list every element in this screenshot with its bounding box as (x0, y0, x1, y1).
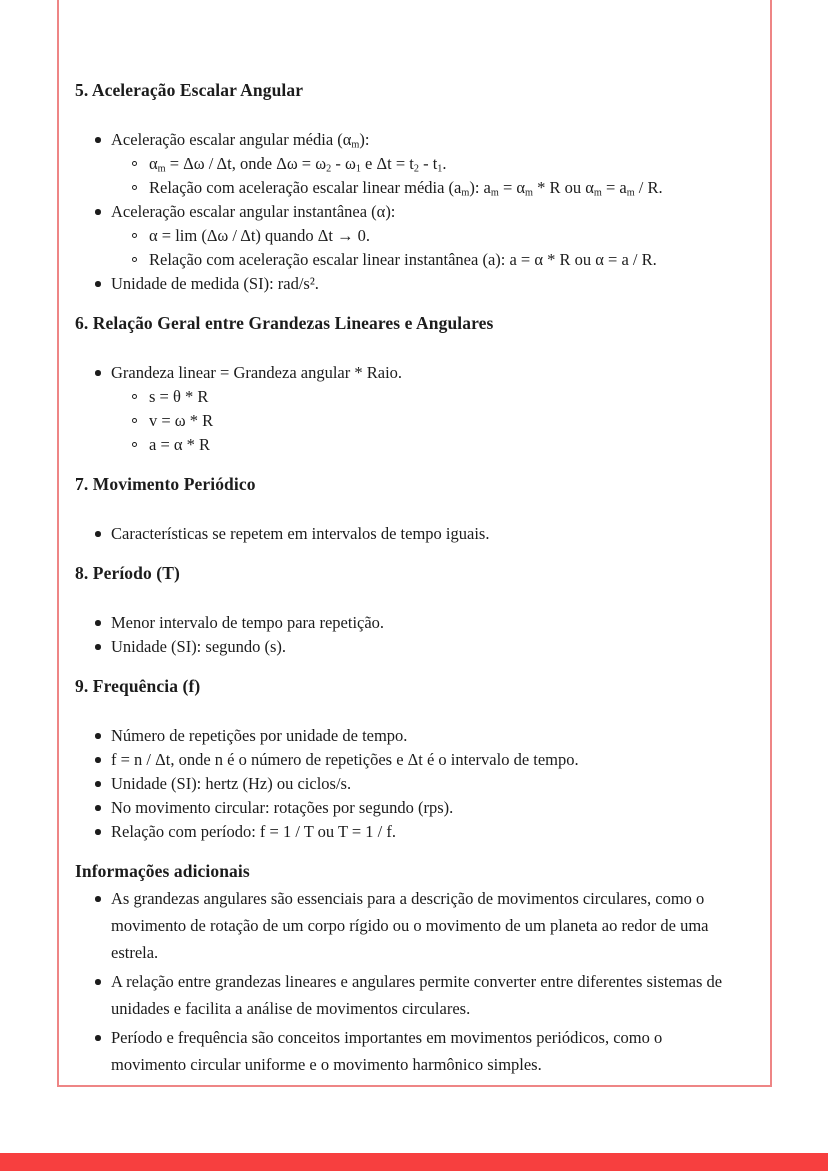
list-item-text: Características se repetem em intervalos de tempo iguais. (111, 524, 490, 543)
sub-list-item (149, 248, 740, 272)
bullet-circle-icon (132, 418, 137, 423)
sub-list-item (149, 224, 740, 248)
section-heading: 6. Relação Geral entre Grandezas Lineares e Angulares (75, 313, 494, 333)
sub-bullet-list (111, 152, 740, 200)
section-heading: 8. Período (T) (75, 563, 180, 583)
list-item-text: Aceleração escalar angular média $(\alpha_m)$: (111, 130, 370, 151)
list-item (111, 724, 740, 748)
list-item-text: No movimento circular: rotações por segundo (rps). (111, 798, 454, 817)
bullet-dot-icon (95, 281, 101, 287)
list-item-text: As grandezas angulares são essenciais para a descrição de movimentos circulares, como o movimento de rotação de um corpo rígido ou o movimento de um planeta ao redor de uma estrela. (111, 889, 709, 962)
sub-bullet-list (111, 385, 740, 457)
bullet-list (75, 128, 740, 296)
content-border-box (57, 0, 772, 1087)
sub-list-item (149, 152, 740, 176)
bullet-circle-icon (132, 185, 137, 190)
list-item-text: A relação entre grandezas lineares e angulares permite converter entre diferentes sistemas de unidades e facilita a análise de movimentos circulares. (111, 972, 723, 1018)
bullet-dot-icon (95, 829, 101, 835)
bullet-list (75, 522, 740, 546)
section-heading: 5. Aceleração Escalar Angular (75, 80, 304, 100)
list-item (111, 820, 740, 844)
bullet-dot-icon (95, 644, 101, 650)
list-item-text: f = n / Δt, onde n é o número de repetições e Δt é o intervalo de tempo. (111, 750, 579, 769)
bullet-list (75, 361, 740, 457)
sub-list-item-text: s = θ * R (149, 387, 209, 406)
list-item (111, 361, 740, 457)
section-7-movimento-periodico (75, 474, 740, 546)
list-item-text: Unidade de medida (SI): rad/s². (111, 274, 319, 293)
section-informacoes-adicionais (75, 861, 740, 1078)
sub-list-item (149, 176, 740, 200)
bullet-dot-icon (95, 896, 101, 902)
section-6-relacao-geral (75, 313, 740, 457)
sub-list-item-text: v = ω * R (149, 411, 214, 430)
list-item (111, 1024, 740, 1078)
list-item-text: Número de repetições por unidade de tempo. (111, 726, 408, 745)
list-item (111, 272, 740, 296)
list-item (111, 772, 740, 796)
list-item-text: Unidade (SI): segundo (s). (111, 637, 287, 656)
list-item-text: Aceleração escalar angular instantânea (α): (111, 202, 396, 221)
section-heading: 7. Movimento Periódico (75, 474, 256, 494)
list-item (111, 885, 740, 966)
section-5-aceleracao-escalar-angular (75, 80, 740, 296)
section-heading: Informações adicionais (75, 861, 250, 881)
bullet-circle-icon (132, 442, 137, 447)
sub-list-item-text: a = α * R (149, 435, 211, 454)
sub-list-item (149, 409, 740, 433)
bullet-list (75, 724, 740, 844)
sub-list-item (149, 385, 740, 409)
bullet-dot-icon (95, 733, 101, 739)
bullet-dot-icon (95, 1035, 101, 1041)
sub-bullet-list (111, 224, 740, 272)
bullet-dot-icon (95, 757, 101, 763)
bullet-dot-icon (95, 781, 101, 787)
bullet-dot-icon (95, 531, 101, 537)
list-item (111, 200, 740, 272)
list-item-text: Unidade (SI): hertz (Hz) ou ciclos/s. (111, 774, 352, 793)
bullet-circle-icon (132, 161, 137, 166)
list-item (111, 796, 740, 820)
bullet-dot-icon (95, 370, 101, 376)
list-item (111, 522, 740, 546)
section-9-frequencia (75, 676, 740, 844)
sub-list-item (149, 433, 740, 457)
sub-list-item-text: Relação com aceleração escalar linear instantânea (a): a = α * R ou α = a / R. (149, 250, 657, 269)
sub-list-item-text: $\alpha_m = \Delta\omega / \Delta t$, onde $\Delta\omega = \omega_2 - \omega_1$ e $\Delta t = t_2 - t_1$. (149, 154, 447, 175)
list-item (111, 635, 740, 659)
bullet-dot-icon (95, 979, 101, 985)
bullet-circle-icon (132, 394, 137, 399)
bottom-red-bar (0, 1153, 828, 1171)
bullet-dot-icon (95, 209, 101, 215)
list-item (111, 128, 740, 200)
bullet-dot-icon (95, 620, 101, 626)
section-8-periodo (75, 563, 740, 659)
bullet-dot-icon (95, 805, 101, 811)
list-item-text: Relação com período: f = 1 / T ou T = 1 / f. (111, 822, 397, 841)
bullet-list (75, 885, 740, 1078)
bullet-circle-icon (132, 233, 137, 238)
bullet-list (75, 611, 740, 659)
list-item (111, 611, 740, 635)
list-item-text: Grandeza linear = Grandeza angular * Raio. (111, 363, 403, 382)
list-item-text: Período e frequência são conceitos importantes em movimentos periódicos, como o movimento circular uniforme e o movimento harmônico simples. (111, 1028, 663, 1074)
list-item (111, 968, 740, 1022)
bullet-dot-icon (95, 137, 101, 143)
sub-list-item-text: α = lim (Δω / Δt) quando Δt → 0. (149, 226, 371, 245)
section-heading: 9. Frequência (f) (75, 676, 201, 696)
sub-list-item-text: Relação com aceleração escalar linear média $(a_m)$: $a_m = \alpha_m * R$ ou $\alpha_m = a_m / R$. (149, 178, 663, 199)
bullet-circle-icon (132, 257, 137, 262)
list-item (111, 748, 740, 772)
list-item-text: Menor intervalo de tempo para repetição. (111, 613, 385, 632)
